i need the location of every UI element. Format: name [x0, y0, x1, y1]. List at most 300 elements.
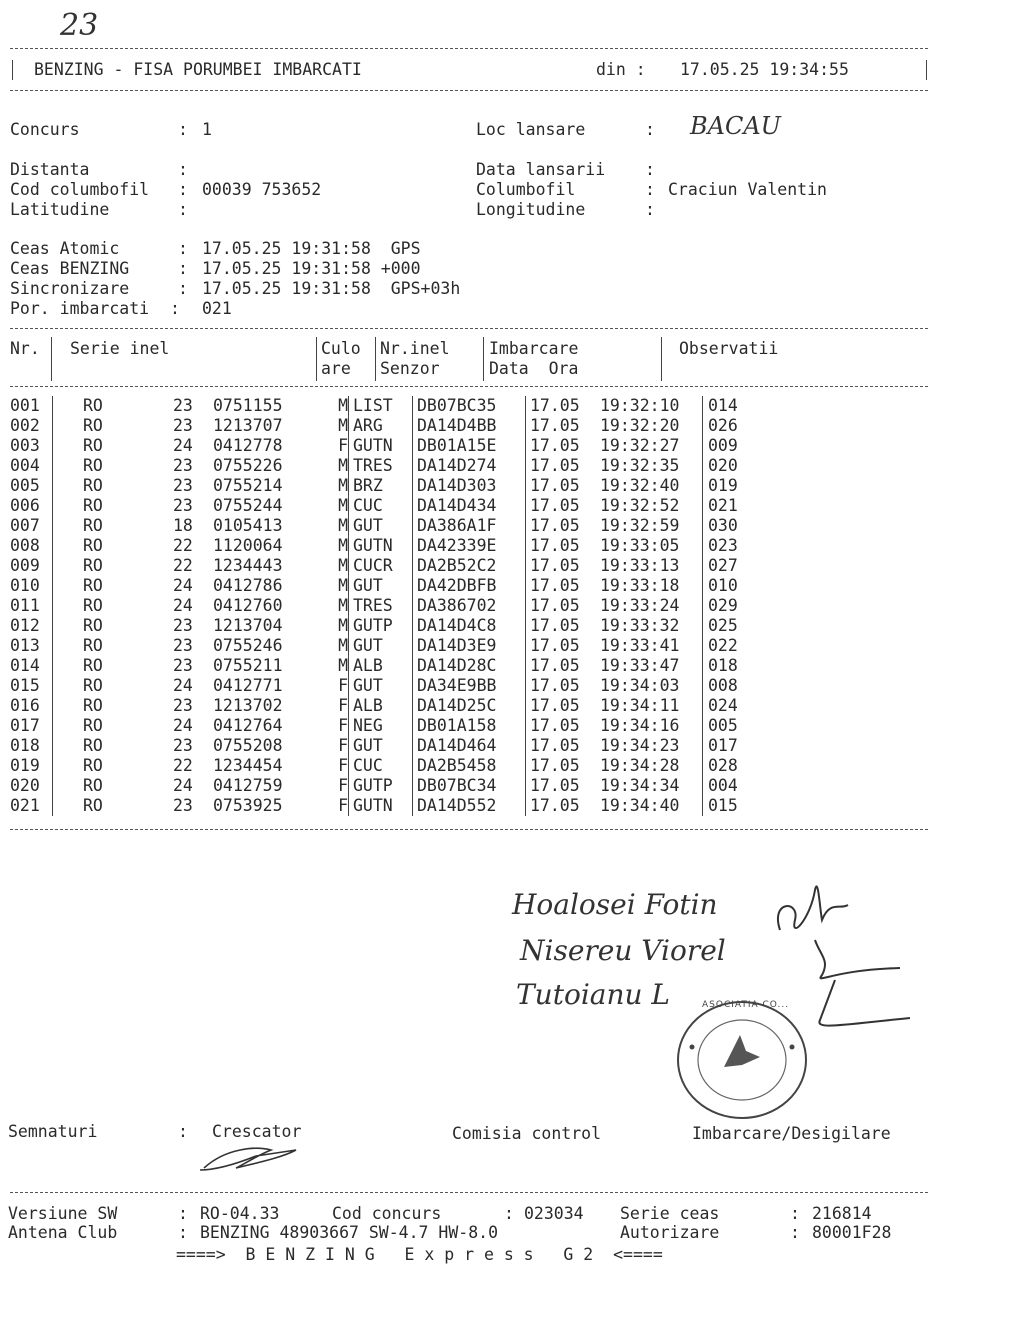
cell-ora: 19:34:34	[600, 776, 680, 795]
table-row	[8, 576, 788, 596]
cell-data: 17.05	[526, 536, 601, 556]
cell-an: 23	[173, 616, 193, 635]
cell-nr: 007	[10, 516, 40, 535]
cell-observatii: 028	[703, 756, 789, 776]
cell-tara: RO	[53, 416, 174, 436]
cell-tara: RO	[53, 476, 174, 496]
cell-tara: RO	[53, 396, 174, 416]
cell-observatii: 005	[703, 716, 789, 736]
cell-senzor: DA386A1F	[413, 516, 526, 536]
cell-an: 24	[173, 596, 193, 615]
cell-inel: 0412771	[213, 676, 283, 695]
cell-ora: 19:34:11	[600, 696, 680, 715]
table-row	[8, 516, 788, 536]
cell-an: 23	[173, 456, 193, 475]
cell-culoare: GUT	[349, 576, 413, 596]
cell-observatii: 030	[703, 516, 789, 536]
cell-tara: RO	[53, 436, 174, 456]
cell-data: 17.05	[526, 756, 601, 776]
cell-inel: 0753925	[213, 796, 283, 815]
cell-tara: RO	[53, 656, 174, 676]
cell-sex: M	[338, 596, 348, 615]
table-row	[8, 396, 788, 416]
cell-culoare: BRZ	[349, 476, 413, 496]
colon: :	[178, 180, 188, 199]
cell-culoare: GUT	[349, 676, 413, 696]
cell-ora: 19:32:20	[600, 416, 680, 435]
cell-nr: 005	[10, 476, 40, 495]
cell-sex: F	[338, 736, 348, 755]
cell-observatii: 008	[703, 676, 789, 696]
cell-data: 17.05	[526, 436, 601, 456]
colon: :	[178, 120, 188, 139]
longitudine-label: Longitudine	[476, 200, 586, 219]
cell-senzor: DA2B5458	[413, 756, 526, 776]
cell-culoare: CUC	[349, 756, 413, 776]
cell-an: 23	[173, 636, 193, 655]
columbofil-value: Craciun Valentin	[668, 180, 827, 199]
colon: :	[178, 1122, 188, 1141]
cell-nr: 020	[10, 776, 40, 795]
columbofil-label: Columbofil	[476, 180, 576, 199]
cell-culoare: GUTN	[349, 536, 413, 556]
cell-observatii: 023	[703, 536, 789, 556]
cell-observatii: 021	[703, 496, 789, 516]
table-row	[8, 456, 788, 476]
cell-inel: 0755226	[213, 456, 283, 475]
handwritten-name-1: Hoalosei Fotin	[512, 888, 718, 921]
divider	[10, 90, 928, 91]
colon: :	[178, 1204, 188, 1223]
cell-an: 24	[173, 776, 193, 795]
cell-culoare: CUC	[349, 496, 413, 516]
colon: :	[790, 1204, 800, 1223]
loc-lansare-value: BACAU	[690, 112, 781, 140]
cell-sex: M	[338, 456, 348, 475]
colon: :	[645, 200, 655, 219]
cell-data: 17.05	[526, 616, 601, 636]
table-row	[8, 556, 788, 576]
cell-an: 22	[173, 536, 193, 555]
cell-senzor: DA42339E	[413, 536, 526, 556]
cell-senzor: DB07BC34	[413, 776, 526, 796]
cell-observatii: 024	[703, 696, 789, 716]
col-header-culoare: Culo	[321, 339, 361, 358]
cell-inel: 0755244	[213, 496, 283, 515]
table-row	[8, 696, 788, 716]
cell-nr: 015	[10, 676, 40, 695]
cell-sex: M	[338, 536, 348, 555]
table-row	[8, 776, 788, 796]
cell-culoare: GUTP	[349, 776, 413, 796]
versiune-sw-label: Versiune SW	[8, 1204, 118, 1223]
divider	[51, 337, 52, 381]
cell-an: 18	[173, 516, 193, 535]
col-header-senzor: Senzor	[380, 359, 440, 378]
document-title: BENZING - FISA PORUMBEI IMBARCATI	[34, 60, 362, 79]
cell-culoare: CUCR	[349, 556, 413, 576]
cell-inel: 1234443	[213, 556, 283, 575]
cell-data: 17.05	[526, 636, 601, 656]
cell-data: 17.05	[526, 556, 601, 576]
cell-sex: M	[338, 576, 348, 595]
cell-nr: 013	[10, 636, 40, 655]
cell-tara: RO	[53, 736, 174, 756]
cell-ora: 19:33:41	[600, 636, 680, 655]
divider	[483, 337, 484, 381]
cell-an: 23	[173, 476, 193, 495]
colon: :	[178, 259, 188, 278]
cell-ora: 19:34:40	[600, 796, 680, 815]
cell-tara: RO	[53, 776, 174, 796]
table-row	[8, 756, 788, 776]
cell-observatii: 026	[703, 416, 789, 436]
divider	[10, 328, 928, 329]
cell-an: 23	[173, 736, 193, 755]
cell-observatii: 027	[703, 556, 789, 576]
cell-an: 22	[173, 756, 193, 775]
cell-data: 17.05	[526, 716, 601, 736]
cell-senzor: DA34E9BB	[413, 676, 526, 696]
table-row	[8, 656, 788, 676]
colon: :	[178, 160, 188, 179]
cell-nr: 012	[10, 616, 40, 635]
col-header-culoare-2: are	[321, 359, 351, 378]
table-row	[8, 736, 788, 756]
autorizare-label: Autorizare	[620, 1223, 720, 1242]
cell-culoare: ALB	[349, 696, 413, 716]
cell-tara: RO	[53, 756, 174, 776]
cell-nr: 010	[10, 576, 40, 595]
cell-an: 22	[173, 556, 193, 575]
cell-observatii: 025	[703, 616, 789, 636]
cell-data: 17.05	[526, 656, 601, 676]
concurs-value: 1	[202, 120, 212, 139]
cell-an: 23	[173, 656, 193, 675]
table-row	[8, 716, 788, 736]
cell-nr: 002	[10, 416, 40, 435]
cell-an: 23	[173, 416, 193, 435]
cell-an: 24	[173, 716, 193, 735]
cell-senzor: DB01A158	[413, 716, 526, 736]
cell-an: 24	[173, 576, 193, 595]
cell-ora: 19:33:13	[600, 556, 680, 575]
cell-nr: 016	[10, 696, 40, 715]
cell-ora: 19:32:27	[600, 436, 680, 455]
cell-tara: RO	[53, 696, 174, 716]
cell-senzor: DA14D434	[413, 496, 526, 516]
antena-club-label: Antena Club	[8, 1223, 118, 1242]
cell-senzor: DA2B52C2	[413, 556, 526, 576]
handwritten-name-2: Nisereu Viorel	[520, 934, 726, 967]
ceas-benzing-value: 17.05.25 19:31:58 +000	[202, 259, 421, 278]
cell-an: 24	[173, 676, 193, 695]
cell-inel: 1213704	[213, 616, 283, 635]
autorizare-value: 80001F28	[812, 1223, 892, 1242]
cell-observatii: 017	[703, 736, 789, 756]
cell-nr: 006	[10, 496, 40, 515]
cell-tara: RO	[53, 676, 174, 696]
cell-inel: 0412778	[213, 436, 283, 455]
cell-observatii: 018	[703, 656, 789, 676]
cell-data: 17.05	[526, 736, 601, 756]
cell-inel: 1213707	[213, 416, 283, 435]
pigeons-table	[8, 396, 788, 816]
cell-data: 17.05	[526, 496, 601, 516]
cell-ora: 19:33:47	[600, 656, 680, 675]
colon: :	[645, 120, 655, 139]
cell-senzor: DA14D3E9	[413, 636, 526, 656]
handwritten-name-3: Tutoianu L	[516, 978, 671, 1011]
versiune-sw-value: RO-04.33	[200, 1204, 280, 1223]
cell-data: 17.05	[526, 396, 601, 416]
cell-sex: M	[338, 656, 348, 675]
cell-culoare: ARG	[349, 416, 413, 436]
ceas-atomic-label: Ceas Atomic	[10, 239, 120, 258]
cell-nr: 011	[10, 596, 40, 615]
cell-inel: 0105413	[213, 516, 283, 535]
cod-concurs-value: 023034	[524, 1204, 584, 1223]
cell-sex: F	[338, 796, 348, 815]
cell-senzor: DA14D28C	[413, 656, 526, 676]
cell-inel: 0751155	[213, 396, 283, 415]
cell-tara: RO	[53, 536, 174, 556]
cell-nr: 021	[10, 796, 40, 815]
cell-culoare: GUT	[349, 516, 413, 536]
cell-sex: M	[338, 636, 348, 655]
cell-ora: 19:34:28	[600, 756, 680, 775]
col-header-nr: Nr.	[10, 339, 40, 358]
stamp-text: ASOCIATIA CO...	[702, 1000, 790, 1010]
din-label: din :	[596, 60, 646, 79]
cell-tara: RO	[53, 516, 174, 536]
cell-sex: M	[338, 616, 348, 635]
cell-tara: RO	[53, 596, 174, 616]
cell-sex: F	[338, 716, 348, 735]
cell-inel: 1213702	[213, 696, 283, 715]
cell-ora: 19:33:05	[600, 536, 680, 555]
cell-observatii: 020	[703, 456, 789, 476]
cell-observatii: 010	[703, 576, 789, 596]
cell-culoare: GUT	[349, 736, 413, 756]
data-lansarii-label: Data lansarii	[476, 160, 606, 179]
cell-sex: F	[338, 696, 348, 715]
cell-culoare: GUTP	[349, 616, 413, 636]
cell-an: 24	[173, 436, 193, 455]
crescator-signature	[196, 1138, 306, 1178]
cell-observatii: 019	[703, 476, 789, 496]
cell-observatii: 009	[703, 436, 789, 456]
table-row	[8, 496, 788, 516]
cell-sex: M	[338, 556, 348, 575]
cell-sex: M	[338, 496, 348, 515]
colon: :	[178, 279, 188, 298]
cell-nr: 003	[10, 436, 40, 455]
cod-columbofil-value: 00039 753652	[202, 180, 322, 199]
cell-tara: RO	[53, 796, 174, 816]
cell-inel: 0412759	[213, 776, 283, 795]
cell-ora: 19:32:52	[600, 496, 680, 515]
cell-culoare: TRES	[349, 596, 413, 616]
cell-culoare: ALB	[349, 656, 413, 676]
cell-senzor: DB01A15E	[413, 436, 526, 456]
association-stamp	[672, 995, 812, 1125]
cell-sex: M	[338, 516, 348, 535]
table-row	[8, 796, 788, 816]
cell-data: 17.05	[526, 516, 601, 536]
distanta-label: Distanta	[10, 160, 90, 179]
divider	[10, 386, 928, 387]
benzing-banner: ====> B E N Z I N G E x p r e s s G 2 <====	[176, 1245, 663, 1264]
print-datetime: 17.05.25 19:34:55	[680, 60, 849, 79]
col-header-serie: Serie inel	[70, 339, 170, 358]
cell-ora: 19:33:18	[600, 576, 680, 595]
colon: :	[645, 160, 655, 179]
cell-data: 17.05	[526, 776, 601, 796]
serie-ceas-value: 216814	[812, 1204, 872, 1223]
cell-data: 17.05	[526, 456, 601, 476]
cell-senzor: DA14D4C8	[413, 616, 526, 636]
cell-tara: RO	[53, 556, 174, 576]
cell-observatii: 014	[703, 396, 789, 416]
cell-senzor: DB07BC35	[413, 396, 526, 416]
divider	[10, 829, 928, 830]
cell-ora: 19:34:16	[600, 716, 680, 735]
ceas-atomic-value: 17.05.25 19:31:58 GPS	[202, 239, 421, 258]
cell-culoare: GUTN	[349, 796, 413, 816]
cell-inel: 0412764	[213, 716, 283, 735]
imbarcare-desigilare-label: Imbarcare/Desigilare	[692, 1124, 891, 1143]
cell-senzor: DA386702	[413, 596, 526, 616]
colon: :	[178, 239, 188, 258]
col-header-data-ora: Data Ora	[489, 359, 579, 378]
cell-data: 17.05	[526, 596, 601, 616]
cell-tara: RO	[53, 716, 174, 736]
table-row	[8, 476, 788, 496]
cell-an: 23	[173, 696, 193, 715]
cell-senzor: DA42DBFB	[413, 576, 526, 596]
cell-nr: 004	[10, 456, 40, 475]
cell-nr: 017	[10, 716, 40, 735]
cell-sex: M	[338, 416, 348, 435]
col-header-imbarcare: Imbarcare	[489, 339, 579, 358]
divider	[10, 1192, 928, 1193]
cell-observatii: 004	[703, 776, 789, 796]
cell-ora: 19:33:32	[600, 616, 680, 635]
cell-sex: M	[338, 396, 348, 415]
cell-senzor: DA14D464	[413, 736, 526, 756]
cell-nr: 014	[10, 656, 40, 675]
table-row	[8, 636, 788, 656]
cell-ora: 19:32:10	[600, 396, 680, 415]
cell-data: 17.05	[526, 416, 601, 436]
cell-inel: 0412760	[213, 596, 283, 615]
cell-ora: 19:33:24	[600, 596, 680, 615]
ceas-benzing-label: Ceas BENZING	[10, 259, 130, 278]
cell-inel: 0755246	[213, 636, 283, 655]
porumbei-imbarcati-value: 021	[202, 299, 232, 318]
cell-sex: F	[338, 436, 348, 455]
cell-sex: F	[338, 776, 348, 795]
colon: :	[504, 1204, 514, 1223]
cell-culoare: NEG	[349, 716, 413, 736]
cell-culoare: GUT	[349, 636, 413, 656]
cell-ora: 19:32:40	[600, 476, 680, 495]
sincronizare-label: Sincronizare	[10, 279, 130, 298]
cell-culoare: GUTN	[349, 436, 413, 456]
cell-tara: RO	[53, 636, 174, 656]
cell-sex: F	[338, 676, 348, 695]
cell-ora: 19:34:03	[600, 676, 680, 695]
cell-sex: F	[338, 756, 348, 775]
divider	[316, 337, 317, 381]
colon: :	[178, 1223, 188, 1242]
cell-data: 17.05	[526, 696, 601, 716]
table-row	[8, 596, 788, 616]
porumbei-imbarcati-label: Por. imbarcati	[10, 299, 150, 318]
cod-columbofil-label: Cod columbofil	[10, 180, 150, 199]
cell-inel: 0755211	[213, 656, 283, 675]
cell-sex: M	[338, 476, 348, 495]
latitudine-label: Latitudine	[10, 200, 110, 219]
cell-senzor: DA14D303	[413, 476, 526, 496]
cod-concurs-label: Cod concurs	[332, 1204, 442, 1223]
cell-tara: RO	[53, 576, 174, 596]
cell-nr: 018	[10, 736, 40, 755]
cell-tara: RO	[53, 496, 174, 516]
cell-data: 17.05	[526, 676, 601, 696]
antena-club-value: BENZING 48903667 SW-4.7 HW-8.0	[200, 1223, 499, 1242]
cell-data: 17.05	[526, 576, 601, 596]
serie-ceas-label: Serie ceas	[620, 1204, 720, 1223]
cell-inel: 0755208	[213, 736, 283, 755]
cell-culoare: LIST	[349, 396, 413, 416]
page-number-mark: 23	[60, 8, 99, 43]
cell-senzor: DA14D552	[413, 796, 526, 816]
table-row	[8, 616, 788, 636]
col-header-nr-inel: Nr.inel	[380, 339, 450, 358]
cell-an: 23	[173, 396, 193, 415]
cell-senzor: DA14D25C	[413, 696, 526, 716]
table-row	[8, 676, 788, 696]
divider	[926, 60, 927, 80]
cell-ora: 19:34:23	[600, 736, 680, 755]
cell-inel: 0412786	[213, 576, 283, 595]
colon: :	[170, 299, 180, 318]
cell-an: 23	[173, 496, 193, 515]
divider	[10, 48, 928, 49]
col-header-observatii: Observatii	[679, 339, 779, 358]
cell-inel: 1120064	[213, 536, 283, 555]
cell-an: 23	[173, 796, 193, 815]
cell-culoare: TRES	[349, 456, 413, 476]
loc-lansare-label: Loc lansare	[476, 120, 586, 139]
cell-tara: RO	[53, 616, 174, 636]
table-row	[8, 536, 788, 556]
semnaturi-label: Semnaturi	[8, 1122, 98, 1141]
cell-nr: 009	[10, 556, 40, 575]
colon: :	[645, 180, 655, 199]
cell-nr: 019	[10, 756, 40, 775]
cell-observatii: 022	[703, 636, 789, 656]
cell-ora: 19:32:35	[600, 456, 680, 475]
cell-senzor: DA14D274	[413, 456, 526, 476]
cell-tara: RO	[53, 456, 174, 476]
cell-nr: 008	[10, 536, 40, 555]
divider	[661, 337, 662, 381]
cell-ora: 19:32:59	[600, 516, 680, 535]
cell-data: 17.05	[526, 476, 601, 496]
